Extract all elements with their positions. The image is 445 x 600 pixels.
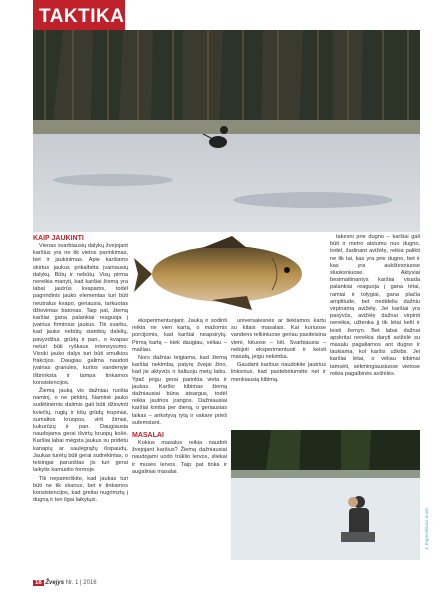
bream-fish-image xyxy=(132,234,322,314)
left-paragraph-3: Tik nepamirškite, kad jaukas turi būti ne tik skanus, bet ir tinkamos konsistencijos, kad greitai nugrimztų į dugną ir ten ilgai laikytųsi. xyxy=(33,475,128,504)
left-paragraph-1: Vienas svarbiausių dalykų žvejojant karšius yra ne tik vietos parinkimas, bet ir jaukinimas. Apie karšiams skirtus jaukus prikalbėta įvairiausių dalykų. Būtų ir nebūtų. Visų pirma nereikia manyti, kad karšiai žiemą yra labai jautrūs kvapams, todėl pagrindinis jauko elementas turi būti neutralus kvapo, geriausia, tarkuotas džiovintas batonas. Taip pat, žiemą karšiai gana palankiai reaguoja į įvairius firminius jaukus. Tik svarbu, kad jauke nebūtų stambių dalelių, pavyzdžiui, grūdų ir pan., o kvapas neturi būti ryškaus intensyvumo. Visoki jauko dalys turi būti smulkios frakcijos. Daugiau galima naudoti įvairias granules, kurios vandenyje išbrinksta ir tampa tinkamos konsistencijos. xyxy=(33,243,128,386)
heading-kaip-jaukinti: KAIP JAUKINTI xyxy=(33,235,84,242)
mid2-paragraph-1: Kokius masalus reikia naudoti žvejojant karšius? Žiemą dažniausiai naudojami uodo trūklio lervos, sliekai ir musės lervos. Taip pat tinka ir augaliniai masalai. xyxy=(132,440,227,475)
photo-credit: J. Kuprevičiaus nuotr. xyxy=(424,506,429,550)
bottom-photo-ice-fisher xyxy=(231,430,420,560)
right-paragraph-1: takesni prie dugno – karšiai gali būti ir metro atstumu nuo dugno, todėl, žadinant avižėlę, reikia palikti ne tik tai, kas yra prie dugno, bet ir kas yra aukštesniuose sluoksniuose. Aktyviai besimaitinantys karšiai visada palankiai reaguoja į gana lėtai, ramiai ir tolygiai, gana plačia amplitude, bet nedideliu dažniu virpinamą avižėlę. Jei karšiai yra pasyvūs, avižėlę dažnai virpinti nereikia, užtenka jį tik lėtai kelti ir leisti žemyn. Bet labai dažnai apskritai nereikia daryti avižėlė su masalu pagaliamos ant dugno ir laukiama, kol karšis užkibs. Jei karšiai lėtai, o vėliau kibimai tamsėti, sėkmingiausiuose vietose reikia pagalbinės avižėlės. xyxy=(330,234,420,377)
rightmid-paragraph-2: Gaudant karšius naudokite jautrius linksnius, kad pastebėtumėte net ir menkiausią kibimą. xyxy=(231,362,326,383)
mid-paragraph-2: Nors dažniai teigiama, kad žiemą karšiai nekimba, patyrę žvejai žino, kad jie aktyvūs ir šaltuoju metų laiku. Ypač jeigu gerai parinkta vieta ir jaukas. Karšio kibimas žiemą dažniausiai būna atsargus, todėl reikia jautrios įrangos. Dažniausiai karšiai kimba per dieną, o geriausias laikas – ankstyvą rytą ir vakare prieš sutemstant. xyxy=(132,355,227,426)
mid-paragraph-1: eksperimentuojant. Jauką ir sodinti reikia ne vien kartą, o mažomis porcijomis, kad karšiai neapsirytų. Pirmą kartą – kiek daugiau, vėliau – mažiau. xyxy=(132,318,227,353)
section-tag: TAKTIKA xyxy=(33,0,125,30)
magazine-name: Žvejys xyxy=(45,580,65,586)
page-number: 18 xyxy=(35,580,42,586)
rightmid-paragraph-1: universalesnės ar tiekiamos kartu su kitais masalais. Kai kuriuose vandens telkiniuose geriau pasiteisina vieni, kituose – kiti. Svarbiausia – nebijoti eksperimentuoti ir keisti masalą, jeigu nekimba. xyxy=(231,318,326,361)
left-paragraph-2: Žiemą jauką vis dažniau ruošia naminį, o ne pirktinį. Naminė jauko sudėtinėmis dalimis gali būti džiovinti kviečių, rugių ir kitų grūdų trupiniai, sumaltos kruopos, virti žirniai, kukurūzų ir pan. Daugiausia naudojama gerai išvirtų kruopų košė. Karšiai labai mėgsta jaukus su pridėtu kanapių ar saulėgrąžų išspaudų. Jaukas turėtų būti gerai sudrėkintas, o teisingai paruoštas jis turi gerai laikytis kamuolio formoje. xyxy=(33,388,128,474)
issue-info: Nr. 1 | 2016 xyxy=(65,580,97,586)
top-photo-winter-fishing xyxy=(33,30,420,232)
footer xyxy=(33,580,97,586)
heading-masalai: MASALAI xyxy=(132,432,164,440)
